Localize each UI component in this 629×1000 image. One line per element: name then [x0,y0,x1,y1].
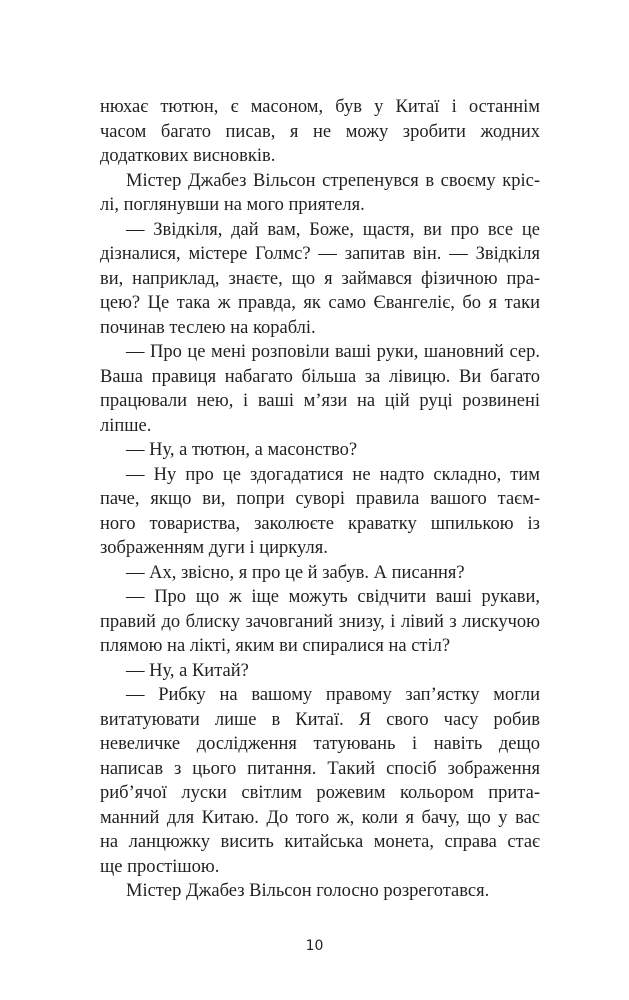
page-number: 10 [305,938,324,954]
text-line: ного товариства, заколюєте краватку шпилькою із [100,513,540,534]
text-line: паче, якщо ви, попри суворі правила вашого таєм- [100,489,540,509]
text-line: Містер Джабез Вільсон стрепенувся в своєму кріс- [126,170,540,191]
text-line: ліпше. [100,415,152,436]
text-line: — Ну про це здогадатися не надто складно, тим [126,464,540,485]
text-line: нюхає тютюн, є масоном, був у Китаї і останнім [100,97,540,117]
body-text [100,95,540,904]
text-line: часом багато писав, я не можу зробити жодних [100,121,540,142]
text-line: правий до блиску зачовганий знизу, і лівий з лискучою [100,611,540,632]
text-line: — Ну, а тютюн, а масонство? [126,440,358,460]
text-line: Містер Джабез Вільсон голосно розреготався. [126,881,490,901]
text-line: працювали нею, і ваші м’язи на цій руці розвинені [100,391,540,411]
text-line: ще простішою. [100,856,220,877]
text-line: манний для Китаю. До того ж, коли я бачу, що у вас [100,807,540,828]
text-line: Ваша правиця набагато більша за лівицю. Ви багато [100,366,540,387]
text-line: на ланцюжку висить китайська монета, справа стає [100,832,540,852]
text-line: написав з цього питання. Такий спосіб зображення [100,758,540,779]
text-line: витатуювати лише в Китаї. Я свого часу робив [100,709,540,730]
text-line: — Рибку на вашому правому зап’ястку могли [126,685,540,705]
text-line: — Ах, звісно, я про це й забув. А писання? [126,562,465,583]
text-line: плямою на лікті, яким ви спиралися на стіл? [100,636,451,656]
text-line: дізналися, містере Голмс? — запитав він. — Звідкіля [100,244,540,264]
text-line: — Про це мені розповіли ваші руки, шановний сер. [126,342,540,362]
text-line: починав теслею на кораблі. [100,317,316,338]
text-line: — Звідкіля, дай вам, Боже, щастя, ви про все це [126,219,540,240]
text-line: невеличке дослідження татуювань і навіть дещо [100,734,540,754]
text-line: — Про що ж іще можуть свідчити ваші рукави, [126,587,540,607]
text-line: лі, поглянувши на мого приятеля. [100,195,365,215]
text-line: риб’ячої луски світлим рожевим кольором прита- [100,783,540,803]
text-line: — Ну, а Китай? [126,660,249,681]
text-line: ви, наприклад, знаєте, що я займався фізичною пра- [100,268,540,289]
text-line: додаткових висновків. [100,146,276,166]
text-line: зображенням дуги і циркуля. [100,538,328,558]
text-line: цею? Це така ж правда, як само Євангеліє, бо я таки [100,293,540,313]
